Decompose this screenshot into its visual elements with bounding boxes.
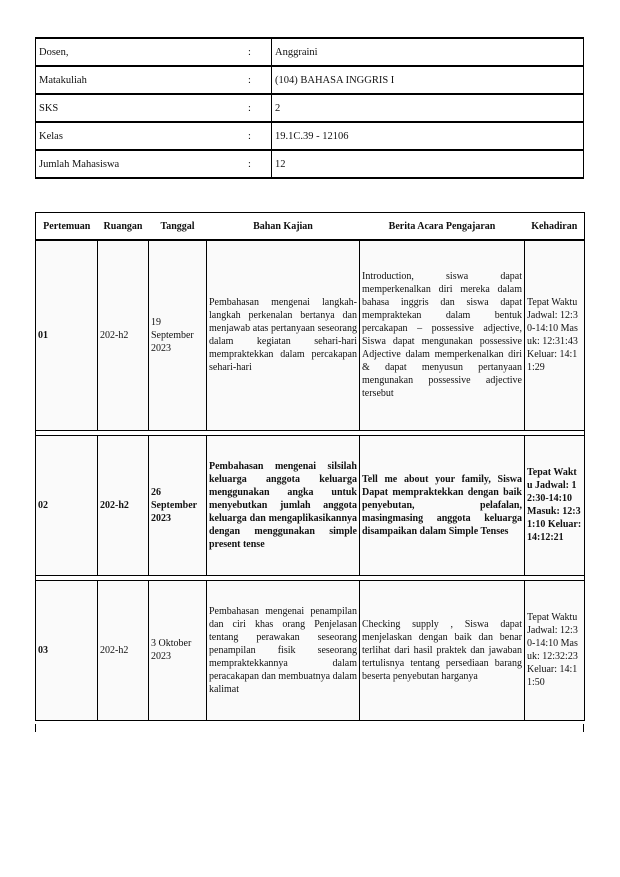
cell-bahan-kajian: Pembahasan mengenai penampilan dan ciri khas orang Penjelasan tentang perawakan seseorang penampilan fisik seseorang mempraktekkannya dalam peracakapan dan membuatnya dalam kalimat bbox=[207, 580, 360, 720]
schedule-table bbox=[35, 212, 585, 721]
info-value: Anggraini bbox=[272, 38, 584, 66]
cell-kehadiran: Tepat Waktu Jadwal: 12:30-14:10 Masuk: 12:31:10 Keluar: 14:12:21 bbox=[525, 435, 585, 575]
header-pertemuan: Pertemuan bbox=[36, 213, 98, 241]
course-info-table bbox=[35, 37, 584, 179]
cell-tanggal: 26 September 2023 bbox=[149, 435, 207, 575]
cell-pertemuan: 01 bbox=[36, 240, 98, 430]
cell-kehadiran: Tepat Waktu Jadwal: 12:30-14:10 Masuk: 12:31:43 Keluar: 14:11:29 bbox=[525, 240, 585, 430]
cell-bahan-kajian: Pembahasan mengenai langkah-langkah perkenalan bertanya dan menjawab atas pertanyaan seseorang dalam kegiatan sehari-hari mempraktekkan dalam percakapan sehari-hari bbox=[207, 240, 360, 430]
info-separator: : bbox=[242, 94, 272, 122]
table-row bbox=[36, 580, 585, 720]
info-separator: : bbox=[242, 122, 272, 150]
info-row-matakuliah bbox=[36, 66, 584, 94]
cell-tanggal: 3 Oktober 2023 bbox=[149, 580, 207, 720]
cell-pertemuan: 02 bbox=[36, 435, 98, 575]
info-row-jumlah-mahasiswa bbox=[36, 150, 584, 178]
info-value: 2 bbox=[272, 94, 584, 122]
info-value: 19.1C.39 - 12106 bbox=[272, 122, 584, 150]
info-row-sks bbox=[36, 94, 584, 122]
cell-ruangan: 202-h2 bbox=[98, 240, 149, 430]
cell-ruangan: 202-h2 bbox=[98, 580, 149, 720]
cell-ruangan: 202-h2 bbox=[98, 435, 149, 575]
info-value: (104) BAHASA INGGRIS I bbox=[272, 66, 584, 94]
header-berita-acara: Berita Acara Pengajaran bbox=[360, 213, 525, 241]
table-continuation bbox=[35, 724, 584, 732]
info-separator: : bbox=[242, 38, 272, 66]
info-value: 12 bbox=[272, 150, 584, 178]
info-label: SKS bbox=[36, 94, 243, 122]
cell-berita-acara: Checking supply , Siswa dapat menjelaskan dengan baik dan benar terlihat dari hasil praktek dan jawaban tertulisnya tentang persediaan barang beserta penyebutan harganya bbox=[360, 580, 525, 720]
info-label: Kelas bbox=[36, 122, 243, 150]
table-row bbox=[36, 240, 585, 430]
info-label: Jumlah Mahasiswa bbox=[36, 150, 243, 178]
info-label: Dosen, bbox=[36, 38, 243, 66]
header-bahan-kajian: Bahan Kajian bbox=[207, 213, 360, 241]
info-separator: : bbox=[242, 66, 272, 94]
cell-berita-acara: Introduction, siswa dapat memperkenalkan diri mereka dalam bahasa inggris dan siswa dapat mempraktekan dalam bentuk percakapan – possessive adjective, Siswa dapat mengunakan possessive Adjective dalam memperkenalkan diri & dapat menyusun pertanyaan mengunakan possessive adjective tersebut bbox=[360, 240, 525, 430]
info-row-kelas bbox=[36, 122, 584, 150]
cell-bahan-kajian: Pembahasan mengenai silsilah keluarga anggota keluarga menggunakan angka untuk menyebutkan jumlah anggota keluarga dan mengaplikasikannya dengan menggunakan simple present tense bbox=[207, 435, 360, 575]
info-label: Matakuliah bbox=[36, 66, 243, 94]
cell-pertemuan: 03 bbox=[36, 580, 98, 720]
cell-kehadiran: Tepat Waktu Jadwal: 12:30-14:10 Masuk: 12:32:23 Keluar: 14:11:50 bbox=[525, 580, 585, 720]
table-row bbox=[36, 435, 585, 575]
schedule-header-row bbox=[36, 213, 585, 241]
header-kehadiran: Kehadiran bbox=[525, 213, 585, 241]
cell-berita-acara: Tell me about your family, Siswa Dapat mempraktekkan dengan baik penyebutan, pelafalan, masingmasing anggota keluarga disampaikan dalam Simple Tenses bbox=[360, 435, 525, 575]
header-tanggal: Tanggal bbox=[149, 213, 207, 241]
info-row-dosen bbox=[36, 38, 584, 66]
info-separator: : bbox=[242, 150, 272, 178]
header-ruangan: Ruangan bbox=[98, 213, 149, 241]
cell-tanggal: 19 September 2023 bbox=[149, 240, 207, 430]
